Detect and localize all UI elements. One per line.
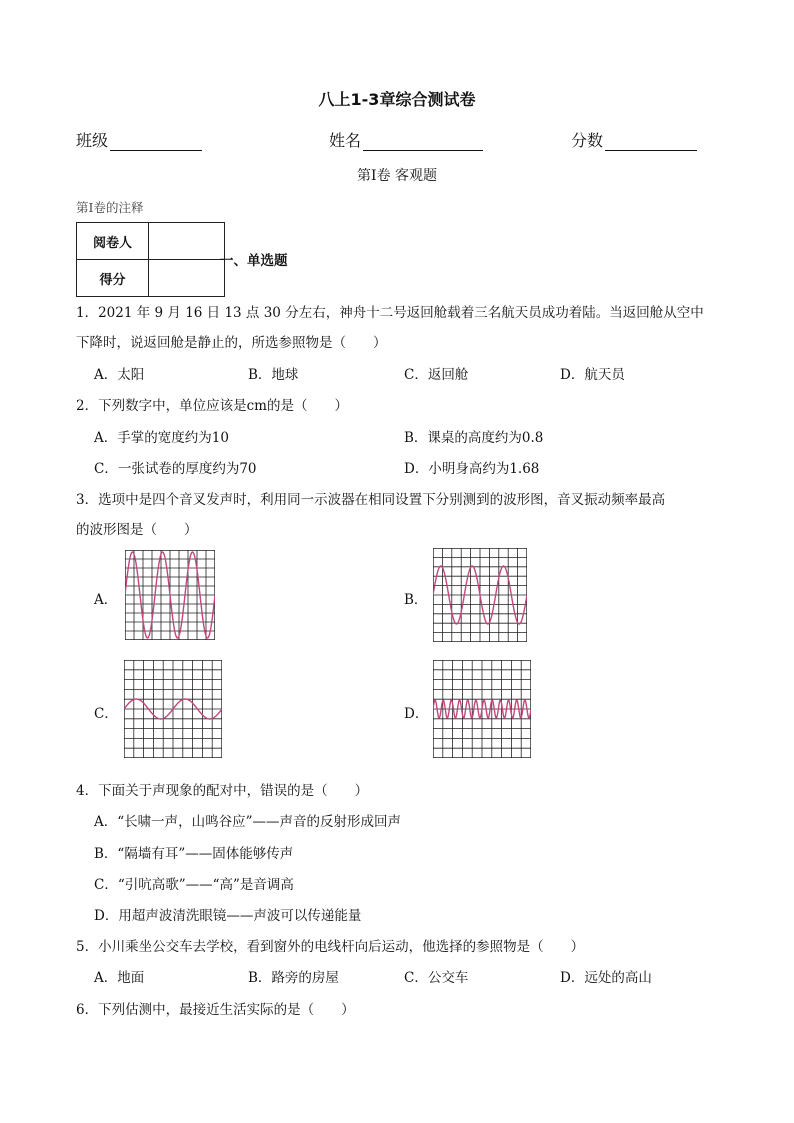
name-field[interactable] xyxy=(329,128,483,151)
q4-option-c[interactable]: C．“引吭高歌”——“高”是音调高 xyxy=(94,877,294,893)
wave-d xyxy=(433,660,531,758)
question-5-text: 5．小川乘坐公交车去学校，看到窗外的电线杆向后运动，他选择的参照物是（ ） xyxy=(76,939,585,955)
oscilloscope-b xyxy=(433,548,527,646)
q5-option-b[interactable]: B．路旁的房屋 xyxy=(248,970,339,986)
grader-score-label: 得分 xyxy=(77,260,149,297)
question-1-text-cont: 下降时，说返回舱是静止的，所选参照物是（ ） xyxy=(76,335,387,351)
q1-option-d[interactable]: D．航天员 xyxy=(560,367,625,383)
question-1-text: 1．2021 年 9 月 16 日 13 点 30 分左右，神舟十二号返回舱载着三名航天员成功着陆。当返回舱从空中 xyxy=(76,305,704,321)
q5-option-d[interactable]: D．远处的高山 xyxy=(560,970,652,986)
question-3-text-cont: 的波形图是（ ） xyxy=(76,522,198,538)
volume-note: 第Ⅰ卷的注释 xyxy=(76,200,144,215)
question-3-text: 3．选项中是四个音叉发声时，利用同一示波器在相同设置下分别测到的波形图，音叉振动频率最高 xyxy=(76,492,666,508)
volume-title: 第Ⅰ卷 客观题 xyxy=(357,168,437,184)
q5-option-c[interactable]: C．公交车 xyxy=(404,970,469,986)
grader-table xyxy=(76,222,225,297)
q2-option-d[interactable]: D．小明身高约为1.68 xyxy=(404,461,540,477)
q2-option-b[interactable]: B．课桌的高度约为0.8 xyxy=(404,430,544,446)
reviewer-cell[interactable] xyxy=(149,223,225,260)
name-blank[interactable] xyxy=(363,132,483,151)
wave-a xyxy=(125,550,215,640)
q2-option-c[interactable]: C．一张试卷的厚度约为70 xyxy=(94,461,257,477)
class-field[interactable] xyxy=(76,128,202,151)
oscilloscope-a xyxy=(125,550,215,644)
q3-option-b[interactable]: B． xyxy=(404,592,428,608)
grader-score-cell[interactable] xyxy=(149,260,225,297)
exam-title: 八上1-3章综合测试卷 xyxy=(318,90,476,109)
q5-option-a[interactable]: A．地面 xyxy=(94,970,145,986)
q4-option-d[interactable]: D．用超声波清洗眼镜——声波可以传递能量 xyxy=(94,908,362,924)
q4-option-a[interactable]: A．“长啸一声，山鸣谷应”——声音的反射形成回声 xyxy=(94,814,402,830)
q1-option-b[interactable]: B．地球 xyxy=(248,367,299,383)
q1-option-a[interactable]: A．太阳 xyxy=(94,367,145,383)
class-blank[interactable] xyxy=(110,132,202,151)
score-blank[interactable] xyxy=(605,132,697,151)
oscilloscope-d xyxy=(433,660,531,762)
q2-option-a[interactable]: A．手掌的宽度约为10 xyxy=(94,430,229,446)
q3-option-a[interactable]: A． xyxy=(94,592,118,608)
wave-b xyxy=(433,548,527,642)
wave-c xyxy=(124,660,222,758)
q3-option-c[interactable]: C． xyxy=(94,706,118,722)
score-label: 分数 xyxy=(571,131,604,150)
q4-option-b[interactable]: B．“隔墙有耳”——固体能够传声 xyxy=(94,846,294,862)
q3-option-d[interactable]: D． xyxy=(404,706,429,722)
question-6-text: 6．下列估测中，最接近生活实际的是（ ） xyxy=(76,1002,355,1018)
class-label: 班级 xyxy=(76,131,109,150)
section-title: 一、单选题 xyxy=(220,253,288,269)
reviewer-label: 阅卷人 xyxy=(77,223,149,260)
name-label: 姓名 xyxy=(329,131,362,150)
question-2-text: 2．下列数字中，单位应该是cm的是（ ） xyxy=(76,398,348,414)
score-field[interactable] xyxy=(571,128,697,151)
q1-option-c[interactable]: C．返回舱 xyxy=(404,367,469,383)
oscilloscope-c xyxy=(124,660,222,762)
question-4-text: 4．下面关于声现象的配对中，错误的是（ ） xyxy=(76,783,369,799)
